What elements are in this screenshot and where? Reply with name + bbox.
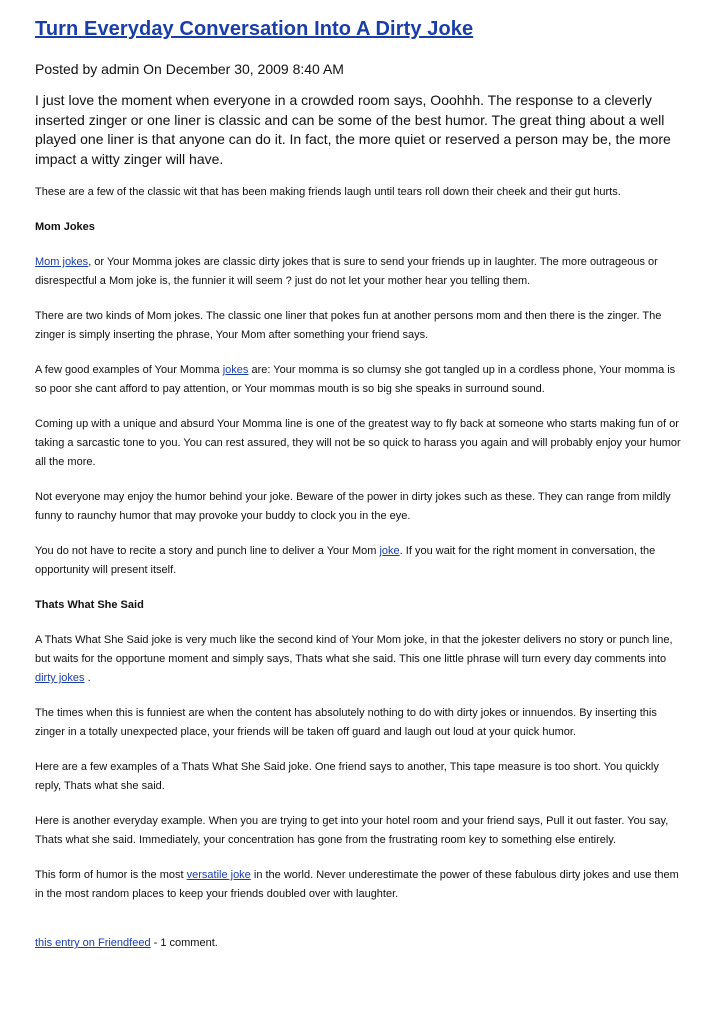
article-title: Turn Everyday Conversation Into A Dirty Joke [35,18,474,40]
intro-paragraph: I just love the moment when everyone in a crowded room says, Ooohhh. The response to a cleverly inserted zinger or one liner is classic and can be some of the best humor. The great thing about a well played one liner is that anyone can do it. In fact, the more quiet or reserved a person may be, the more impact a witty zinger will have. [35,92,671,167]
paragraph-classic-wit: These are a few of the classic wit that has been making friends laugh until tears roll down their cheek and their gut hurts. [35,186,621,198]
article [35,16,685,953]
paragraph-funniest: The times when this is funniest are when the content has absolutely nothing to do with dirty jokes or innuendos. By inserting this zinger in a totally unexpected place, your friends will be taken off guard and laugh out loud at your quick humor. [35,707,657,738]
versatile-joke-link[interactable]: versatile joke [186,869,251,881]
paragraph-examples-thats: Here are a few examples of a Thats What She Said joke. One friend says to another, This tape measure is too short. You quickly reply, Thats what she said. [35,761,659,792]
paragraph-recite: You do not have to recite a story and punch line to deliver a Your Mom joke. If you wait for the right moment in conversation, the opportunity will present itself. [35,545,656,576]
jokes-link[interactable]: jokes [222,364,249,376]
paragraph-thats-intro: A Thats What She Said joke is very much like the second kind of Your Mom joke, in that the jokester delivers no story or punch line, but waits for the opportune moment and simply says, Thats what she said. This one little phrase will turn every day comments into dirty jokes . [35,634,673,684]
paragraph-unique-line: Coming up with a unique and absurd Your Momma line is one of the greatest way to fly back at someone who starts making fun of or taking a sarcastic tone to you. You can rest assured, they will not be so quick to harass you again and will probably enjoy your humor all the more. [35,418,681,468]
friendfeed-link[interactable]: this entry on Friendfeed [35,937,151,949]
paragraph-versatile: This form of humor is the most versatile joke in the world. Never underestimate the power of these fabulous dirty jokes and use them in the most random places to keep your friends doubled over with laughter. [35,869,679,900]
paragraph-examples: A few good examples of Your Momma jokes are: Your momma is so clumsy she got tangled up in a cordless phone, Your momma is so poor she cant afford to pay attention, or Your mommas mouth is so big she speaks in surround sound. [35,364,676,395]
comment-count: - 1 comment. [150,937,218,949]
mom-jokes-link[interactable]: Mom jokes [35,256,89,268]
joke-link[interactable]: joke [379,545,400,557]
section-heading-mom-jokes: Mom Jokes [35,221,95,233]
paragraph-mom-jokes-intro: Mom jokes, or Your Momma jokes are classic dirty jokes that is sure to send your friends up in laughter. The more outrageous or disrespectful a Mom joke is, the funnier it will seem ? just do not let your mother hear you telling them. [35,256,658,287]
paragraph-everyday-example: Here is another everyday example. When you are trying to get into your hotel room and your friend says, Pull it out faster. You say, Thats what she said. Immediately, your concentration has gone from the frustrating room key to something else entirely. [35,815,669,846]
section-heading-thats-what-she-said: Thats What She Said [35,599,144,611]
paragraph-beware: Not everyone may enjoy the humor behind your joke. Beware of the power in dirty jokes such as these. They can range from mildly funny to raunchy humor that may provoke your buddy to clock you in the eye. [35,491,671,522]
dirty-jokes-link[interactable]: dirty jokes [35,672,85,684]
entry-footer [35,934,685,953]
paragraph-two-kinds: There are two kinds of Mom jokes. The classic one liner that pokes fun at another persons mom and then there is the zinger. The zinger is simply inserting the phrase, Your Mom after something your friend says. [35,310,662,341]
article-byline: Posted by admin On December 30, 2009 8:40 AM [35,61,344,77]
